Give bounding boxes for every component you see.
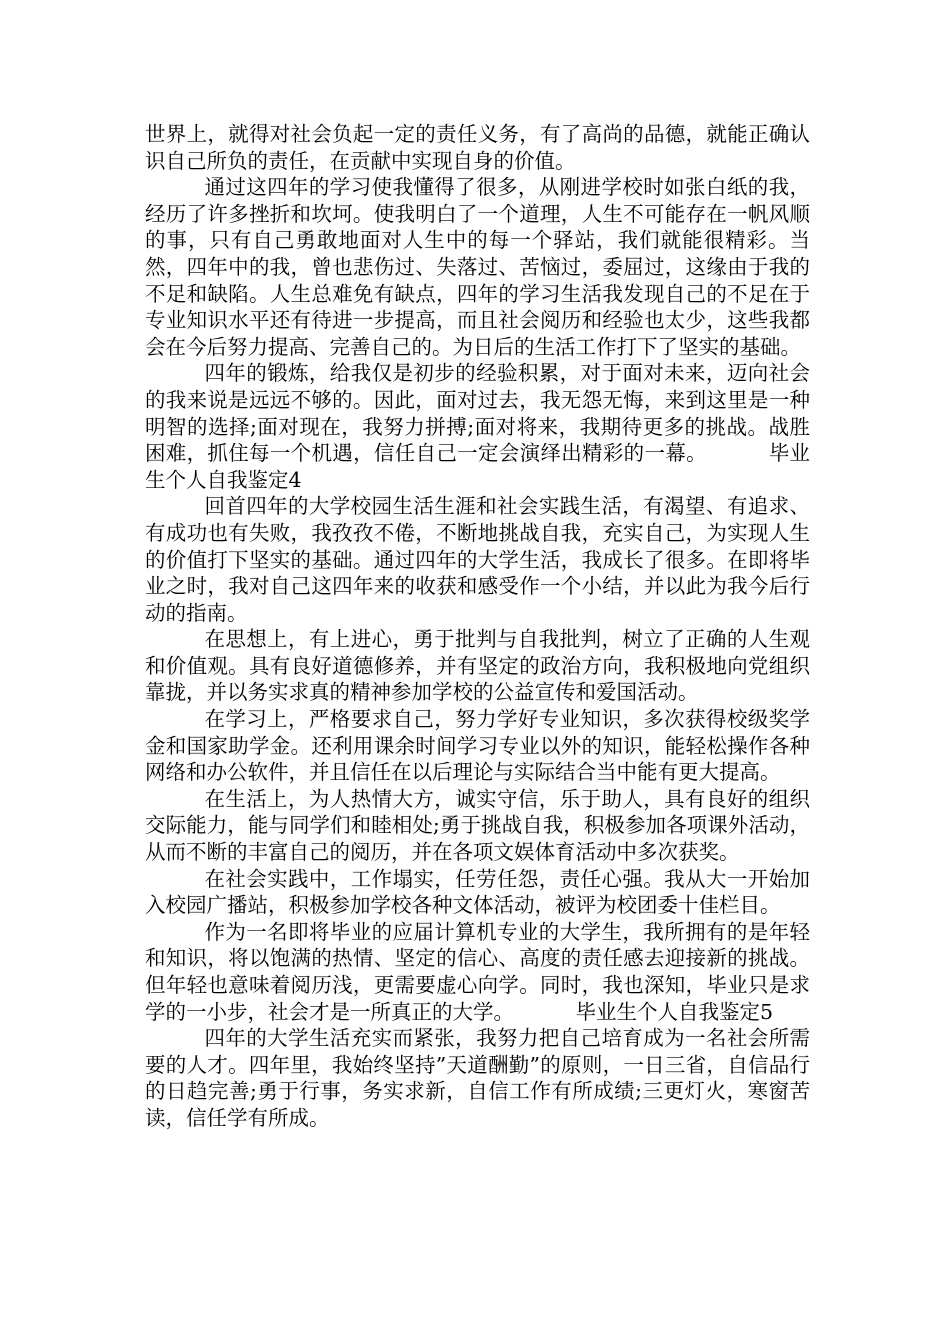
section-heading-4: 毕业生个人自我鉴定4 [145,441,811,492]
document-page [145,121,810,1132]
paragraph-4 [145,493,810,626]
paragraph-10 [145,1025,810,1131]
section-heading-5: 毕业生个人自我鉴定5 [575,999,774,1024]
paragraph-6 [145,706,810,786]
paragraph-text: 世界上，就得对社会负起一定的责任义务，有了高尚的品德，就能正确认识自己所负的责任，在贡献中实现自身的价值。 [145,122,810,173]
paragraph-9 [145,919,810,1025]
paragraph-text: 在学习上，严格要求自己，努力学好专业知识，多次获得校级奖学金和国家助学金。还利用课余时间学习专业以外的知识，能轻松操作各种网络和办公软件，并且信任在以后理论与实际结合当中能有更大提高。 [145,707,810,785]
paragraph-text: 在生活上，为人热情大方，诚实守信，乐于助人，具有良好的组织交际能力，能与同学们和睦相处;勇于挑战自我，积极参加各项课外活动，从而不断的丰富自己的阅历，并在各项文娱体育活动中多次获奖。 [145,786,810,865]
paragraph-2 [145,174,810,360]
paragraph-7 [145,786,810,866]
paragraph-3 [145,360,810,493]
paragraph-text: 回首四年的大学校园生活生涯和社会实践生活，有渴望、有追求、有成功也有失败，我孜孜不倦，不断地挑战自我，充实自己，为实现人生的价值打下坚实的基础。通过四年的大学生活，我成长了很多。在即将毕业之时，我对自己这四年来的收获和感受作一个小结，并以此为我今后行动的指南。 [145,494,810,625]
paragraph-8 [145,866,810,919]
paragraph-text: 通过这四年的学习使我懂得了很多，从刚进学校时如张白纸的我，经历了许多挫折和坎坷。使我明白了一个道理，人生不可能存在一帆风顺的事，只有自己勇敢地面对人生中的每一个驿站，我们就能很精彩。当然，四年中的我，曾也悲伤过、失落过、苦恼过，委屈过，这缘由于我的不足和缺陷。人生总难免有缺点，四年的学习生活我发现自己的不足在于专业知识水平还有待进一步提高，而且社会阅历和经验也太少，这些我都会在今后努力提高、完善自己的。为日后的生活工作打下了坚实的基础。 [145,175,810,359]
paragraph-text: 作为一名即将毕业的应届计算机专业的大学生，我所拥有的是年轻和知识，将以饱满的热情、坚定的信心、高度的责任感去迎接新的挑战。但年轻也意味着阅历浅，更需要虚心向学。同时，我也深知，毕业只是求学的一小步，社会才是一所真正的大学。 [145,919,810,1024]
paragraph-text: 在思想上，有上进心，勇于批判与自我批判，树立了正确的人生观和价值观。具有良好道德修养，并有坚定的政治方向，我积极地向党组织靠拢，并以务实求真的精神参加学校的公益宣传和爱国活动。 [145,627,810,705]
paragraph-text: 四年的大学生活充实而紧张，我努力把自己培育成为一名社会所需要的人才。四年里，我始终坚持”天道酬勤”的原则，一日三省，自信品行的日趋完善;勇于行事，务实求新，自信工作有所成绩;三更灯火，寒窗苦读，信任学有所成。 [145,1026,810,1130]
paragraph-5 [145,626,810,706]
paragraph-text: 在社会实践中，工作塌实，任劳任怨，责任心强。我从大一开始加入校园广播站，积极参加学校各种文体活动，被评为校团委十佳栏目。 [145,866,810,918]
paragraph-text: 四年的锻炼，给我仅是初步的经验积累，对于面对未来，迈向社会的我来说是远远不够的。因此，面对过去，我无怨无悔，来到这里是一种明智的选择;面对现在，我努力拼搏;面对将来，我期待更多的挑战。战胜困难，抓住每一个机遇，信任自己一定会演绎出精彩的一幕。 [145,361,810,466]
paragraph-1 [145,121,810,174]
